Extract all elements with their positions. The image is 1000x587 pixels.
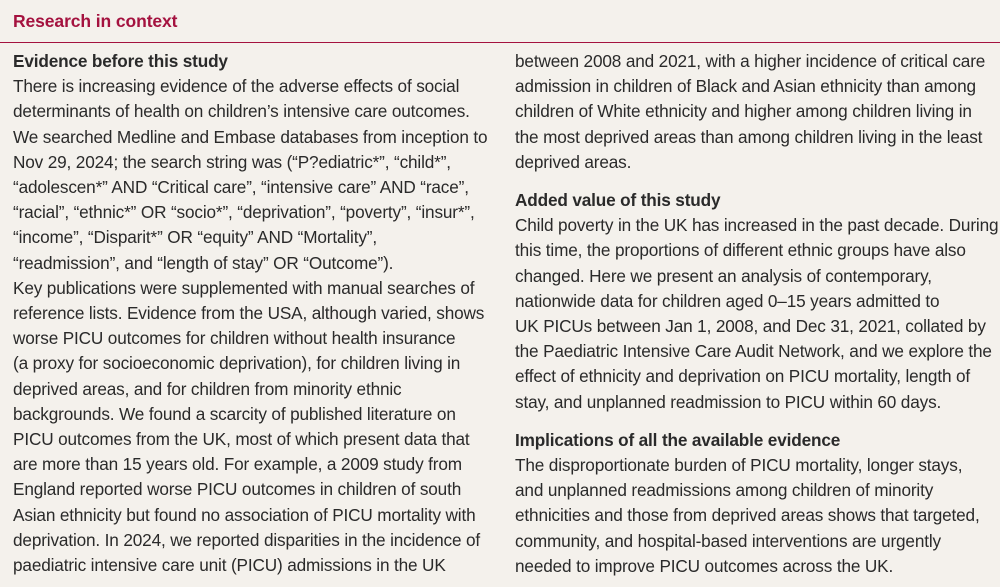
section-spacer [515,175,993,188]
evidence-line: admission in children of Black and Asian ethnicity than among [515,76,976,97]
evidence-line: reference lists. Evidence from the USA, although varied, shows [13,303,485,324]
evidence-line: the most deprived areas than among children living in the least [515,126,983,147]
added-value-line: stay, and unplanned readmission to PICU within 60 days. [515,391,942,412]
implications-line: ethnicities and those from deprived areas shows that targeted, [515,505,980,526]
evidence-line: We searched Medline and Embase databases from inception to [13,126,488,147]
evidence-line: between 2008 and 2021, with a higher incidence of critical care [515,51,986,71]
added-value-line: Child poverty in the UK has increased in the past decade. During [515,215,999,236]
evidence-line: “readmission”, and “length of stay” OR “Outcome”). [13,252,394,273]
added-value-line: nationwide data for children aged 0–15 years admitted to [515,290,940,311]
evidence-line: paediatric intensive care unit (PICU) admissions in the UK [13,555,446,576]
implications-line: The disproportionate burden of PICU mortality, longer stays, [515,455,963,476]
evidence-line: PICU outcomes from the UK, most of which present data that [13,429,470,450]
evidence-continuation [515,49,993,175]
evidence-line: Nov 29, 2024; the search string was (“P?ediatric*”, “child*”, [13,151,451,172]
left-column [13,49,491,578]
evidence-body [13,74,491,578]
panel-title: Research in context [13,11,178,31]
added-value-heading: Added value of this study [515,190,721,211]
evidence-heading: Evidence before this study [13,51,228,71]
evidence-line: Key publications were supplemented with manual searches of [13,277,475,298]
added-value-line: the Paediatric Intensive Care Audit Network, and we explore the [515,341,992,362]
added-value-line: this time, the proportions of different ethnic groups have also [515,240,966,261]
added-value-line: UK PICUs between Jan 1, 2008, and Dec 31, 2021, collated by [515,316,986,337]
evidence-line: deprivation. In 2024, we reported disparities in the incidence of [13,529,481,550]
evidence-line: deprived areas. [515,151,632,172]
evidence-line: “income”, “Disparit*” OR “equity” AND “Mortality”, [13,227,377,248]
evidence-line: Asian ethnicity but found no association of PICU mortality with [13,504,476,525]
implications-line: and unplanned readmissions among children of minority [515,480,934,501]
evidence-line: “racial”, “ethnic*” OR “socio*”, “deprivation”, “poverty”, “insur*”, [13,202,475,223]
evidence-line: (a proxy for socioeconomic deprivation), for children living in [13,353,461,374]
evidence-line: determinants of health on children’s intensive care outcomes. [13,101,470,122]
implications-heading: Implications of all the available evidence [515,429,841,450]
evidence-line: deprived areas, and for children from minority ethnic [13,378,402,399]
evidence-line: England reported worse PICU outcomes in children of south [13,479,462,500]
added-value-line: changed. Here we present an analysis of contemporary, [515,265,932,286]
added-value-line: effect of ethnicity and deprivation on PICU mortality, length of [515,366,971,387]
evidence-line: There is increasing evidence of the adverse effects of social [13,76,460,97]
implications-body [515,453,993,579]
title-divider [0,42,1000,43]
evidence-line: worse PICU outcomes for children without health insurance [13,328,456,349]
right-column [515,49,999,579]
evidence-line: backgrounds. We found a scarcity of published literature on [13,403,456,424]
evidence-line: are more than 15 years old. For example, a 2009 study from [13,454,462,475]
implications-line: community, and hospital-based interventions are urgently [515,530,941,551]
added-value-body [515,213,999,415]
implications-line: needed to improve PICU outcomes across the UK. [515,555,894,576]
evidence-line: children of White ethnicity and higher among children living in [515,101,972,122]
evidence-line: “adolescen*” AND “Critical care”, “intensive care” AND “race”, [13,177,469,198]
section-spacer [515,415,993,428]
